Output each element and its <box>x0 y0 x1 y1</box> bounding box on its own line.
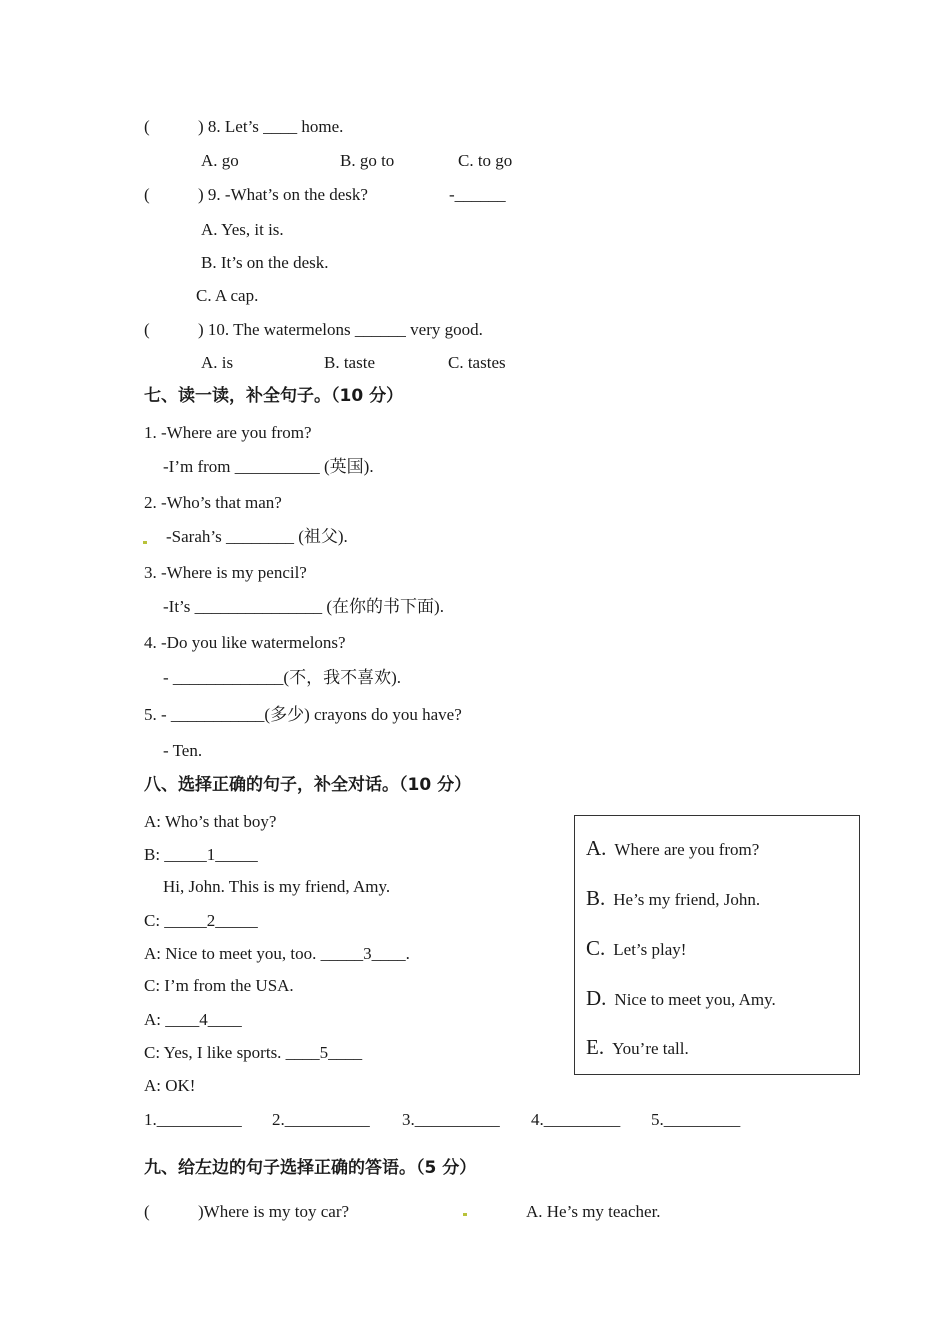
s7-a4: - _____________(不，我不喜欢). <box>163 668 401 687</box>
dialogue-line: C: _____2_____ <box>144 911 258 930</box>
option-letter: D. <box>586 986 607 1010</box>
q9-paren: ( <box>144 185 150 204</box>
q10-option-a: A. is <box>201 353 234 372</box>
s7-a5: - Ten. <box>163 741 203 760</box>
dialogue-line: C: I’m from the USA. <box>144 976 294 995</box>
s7-q5: 5. - ___________(多少) crayons do you have? <box>144 705 462 724</box>
scan-mark <box>463 1213 467 1216</box>
q8-option-c: C. to go <box>458 151 513 170</box>
scan-mark <box>143 541 147 544</box>
section7-heading: 七、读一读，补全句子。（10 分） <box>144 386 404 406</box>
q10-option-b: B. taste <box>324 353 375 372</box>
option-a <box>586 837 759 861</box>
option-text: He’s my friend, John. <box>613 890 761 909</box>
s9-q1-paren: ( <box>144 1202 150 1221</box>
dialogue-line: Hi, John. This is my friend, Amy. <box>163 877 391 896</box>
section8-heading: 八、选择正确的句子，补全对话。（10 分） <box>144 775 472 795</box>
option-letter: C. <box>586 936 606 960</box>
option-text: Nice to meet you, Amy. <box>614 990 776 1009</box>
q9-option-b: B. It’s on the desk. <box>201 253 329 272</box>
q8-option-a: A. go <box>201 151 239 170</box>
option-b <box>586 887 760 911</box>
option-d <box>586 987 776 1011</box>
section9-heading: 九、给左边的句子选择正确的答语。（5 分） <box>144 1158 477 1178</box>
q10-question: ) 10. The watermelons ______ very good. <box>198 320 483 339</box>
dialogue-line: A: OK! <box>144 1076 196 1095</box>
option-letter: B. <box>586 886 606 910</box>
q10-option-c: C. tastes <box>448 353 506 372</box>
s9-a1: A. He’s my teacher. <box>526 1202 661 1221</box>
q8-question: ) 8. Let’s ____ home. <box>198 117 344 136</box>
s7-a2: -Sarah’s ________ (祖父). <box>166 527 348 546</box>
answer-blank-1: 1.__________ <box>144 1110 242 1129</box>
q9-question: ) 9. -What’s on the desk? <box>198 185 368 204</box>
dialogue-line: B: _____1_____ <box>144 845 258 864</box>
s7-q4: 4. -Do you like watermelons? <box>144 633 346 652</box>
q8-option-b: B. go to <box>340 151 395 170</box>
s7-q2: 2. -Who’s that man? <box>144 493 282 512</box>
q9-option-a: A. Yes, it is. <box>201 220 284 239</box>
s7-a3: -It’s _______________ (在你的书下面). <box>163 597 444 616</box>
q8-paren: ( <box>144 117 150 136</box>
q10-paren: ( <box>144 320 150 339</box>
s7-a1: -I’m from __________ (英国). <box>163 457 374 476</box>
option-e <box>586 1036 689 1060</box>
dialogue-line: A: ____4____ <box>144 1010 242 1029</box>
q9-blank: -______ <box>449 185 506 204</box>
option-text: Where are you from? <box>614 840 760 859</box>
option-c <box>586 937 686 961</box>
q9-option-c: C. A cap. <box>196 286 259 305</box>
answer-blank-3: 3.__________ <box>402 1110 500 1129</box>
dialogue-line: C: Yes, I like sports. ____5____ <box>144 1043 363 1062</box>
s9-q1: )Where is my toy car? <box>198 1202 350 1221</box>
answer-blank-4: 4._________ <box>531 1110 621 1129</box>
answer-blank-5: 5._________ <box>651 1110 741 1129</box>
s7-q1: 1. -Where are you from? <box>144 423 312 442</box>
option-letter: E. <box>586 1035 605 1059</box>
s7-q3: 3. -Where is my pencil? <box>144 563 307 582</box>
dialogue-line: A: Who’s that boy? <box>144 812 277 831</box>
dialogue-line: A: Nice to meet you, too. _____3____. <box>144 944 410 963</box>
option-text: Let’s play! <box>613 940 687 959</box>
option-text: You’re tall. <box>612 1039 689 1058</box>
answer-blank-2: 2.__________ <box>272 1110 370 1129</box>
option-letter: A. <box>586 836 607 860</box>
